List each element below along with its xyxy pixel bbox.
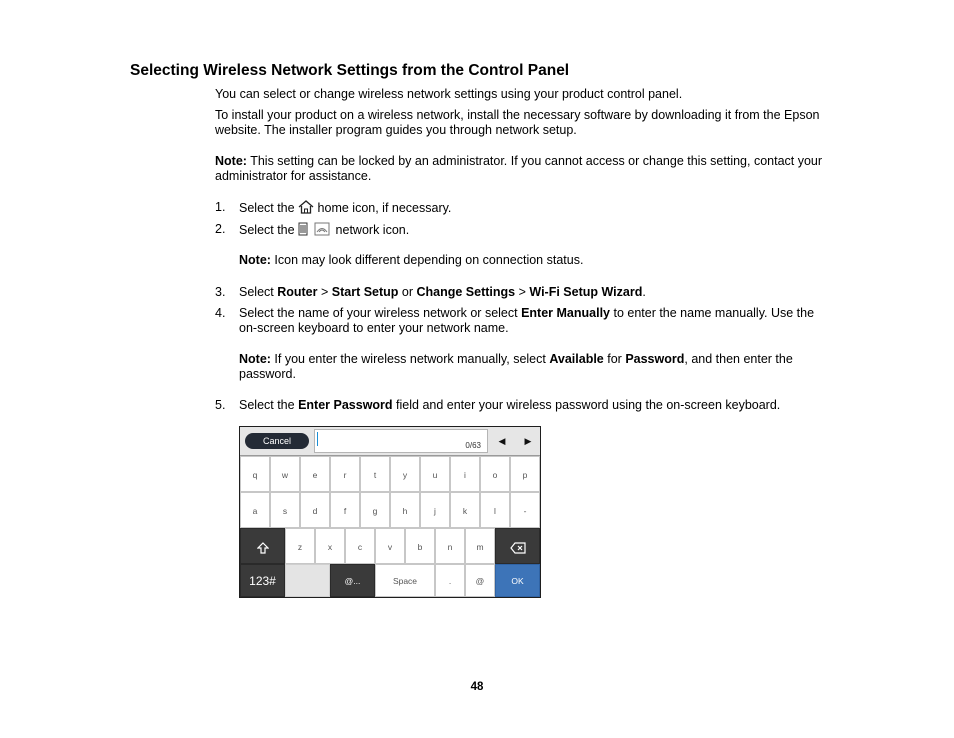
menu-wifi-setup-wizard: Wi-Fi Setup Wizard	[529, 285, 643, 299]
menu-change-settings: Change Settings	[416, 285, 516, 299]
space-key[interactable]: Space	[375, 564, 435, 597]
field-enter-password: Enter Password	[298, 398, 393, 412]
key-h[interactable]: h	[390, 492, 420, 528]
key-w[interactable]: w	[270, 456, 300, 492]
home-icon	[298, 200, 314, 218]
backspace-icon	[510, 542, 526, 554]
keyboard-top-bar	[240, 427, 540, 456]
note-text: for	[603, 352, 626, 366]
key-t[interactable]: t	[360, 456, 390, 492]
step-text: .	[642, 285, 646, 299]
field-password: Password	[625, 352, 685, 366]
separator: >	[317, 285, 332, 299]
key-i[interactable]: i	[450, 456, 480, 492]
key-s[interactable]: s	[270, 492, 300, 528]
step-text: Select	[239, 285, 278, 299]
step-text: Select the	[239, 223, 299, 237]
cursor-right-button[interactable]: ▶	[524, 436, 532, 446]
text-cursor	[317, 432, 318, 446]
page-title: Selecting Wireless Network Settings from the Control Panel	[130, 62, 570, 79]
at-dots-key[interactable]: @...	[330, 564, 375, 597]
key-p[interactable]: p	[510, 456, 540, 492]
password-input[interactable]	[314, 429, 488, 453]
note-text: Icon may look different depending on connection status.	[270, 253, 584, 267]
key-y[interactable]: y	[390, 456, 420, 492]
step-text: network icon.	[332, 223, 410, 237]
key-k[interactable]: k	[450, 492, 480, 528]
key-l[interactable]: l	[480, 492, 510, 528]
key-o[interactable]: o	[480, 456, 510, 492]
backspace-key[interactable]	[495, 528, 540, 564]
on-screen-keyboard	[239, 426, 541, 598]
menu-start-setup: Start Setup	[331, 285, 399, 299]
blank-key[interactable]	[285, 564, 330, 597]
step-number: 1.	[215, 200, 226, 214]
key-z[interactable]: z	[285, 528, 315, 564]
key-e[interactable]: e	[300, 456, 330, 492]
cancel-button[interactable]: Cancel	[245, 433, 309, 449]
key-u[interactable]: u	[420, 456, 450, 492]
shift-icon	[257, 542, 269, 554]
key-n[interactable]: n	[435, 528, 465, 564]
step-number: 4.	[215, 306, 226, 320]
note-1	[215, 154, 830, 184]
separator: >	[515, 285, 530, 299]
note-text: , and then enter the password.	[239, 352, 793, 381]
step-number: 2.	[215, 222, 226, 236]
key-hyphen[interactable]: -	[510, 492, 540, 528]
key-m[interactable]: m	[465, 528, 495, 564]
step-text: Select the	[239, 201, 299, 215]
step-text: or	[398, 285, 417, 299]
intro-paragraph-1: You can select or change wireless network settings using your product control panel.	[215, 87, 683, 101]
note-text: This setting can be locked by an administrator. If you cannot access or change this setting, contact your administrator for assistance.	[215, 154, 823, 183]
note-label: Note:	[215, 154, 247, 168]
key-f[interactable]: f	[330, 492, 360, 528]
key-d[interactable]: d	[300, 492, 330, 528]
key-r[interactable]: r	[330, 456, 360, 492]
mode-123-key[interactable]: 123#	[240, 564, 285, 597]
step-text: to enter the name manually. Use the on-screen keyboard to enter your network name.	[239, 306, 815, 335]
character-counter: 0/63	[465, 441, 481, 450]
key-g[interactable]: g	[360, 492, 390, 528]
option-enter-manually: Enter Manually	[521, 306, 610, 320]
step-text: field and enter your wireless password using the on-screen keyboard.	[392, 398, 781, 412]
dot-key[interactable]: .	[435, 564, 465, 597]
key-c[interactable]: c	[345, 528, 375, 564]
key-x[interactable]: x	[315, 528, 345, 564]
key-b[interactable]: b	[405, 528, 435, 564]
step-text: home icon, if necessary.	[314, 201, 452, 215]
option-available: Available	[549, 352, 604, 366]
ok-button[interactable]: OK	[495, 564, 540, 597]
step-number: 3.	[215, 285, 226, 299]
intro-paragraph-2: To install your product on a wireless network, install the necessary software by downloading it from the Epson website. The installer program guides you through network setup.	[215, 108, 820, 137]
note-text: If you enter the wireless network manually, select	[270, 352, 550, 366]
key-q[interactable]: q	[240, 456, 270, 492]
key-j[interactable]: j	[420, 492, 450, 528]
note-label: Note:	[239, 253, 271, 267]
menu-router: Router	[277, 285, 318, 299]
step-number: 5.	[215, 398, 226, 412]
step-text: Select the name of your wireless network or select	[239, 306, 522, 320]
shift-key[interactable]	[240, 528, 285, 564]
step-text: Select the	[239, 398, 299, 412]
at-key[interactable]: @	[465, 564, 495, 597]
key-a[interactable]: a	[240, 492, 270, 528]
page-number: 48	[470, 681, 484, 693]
cursor-left-button[interactable]: ◀	[498, 436, 506, 446]
network-icon	[298, 222, 332, 240]
key-v[interactable]: v	[375, 528, 405, 564]
note-label: Note:	[239, 352, 271, 366]
